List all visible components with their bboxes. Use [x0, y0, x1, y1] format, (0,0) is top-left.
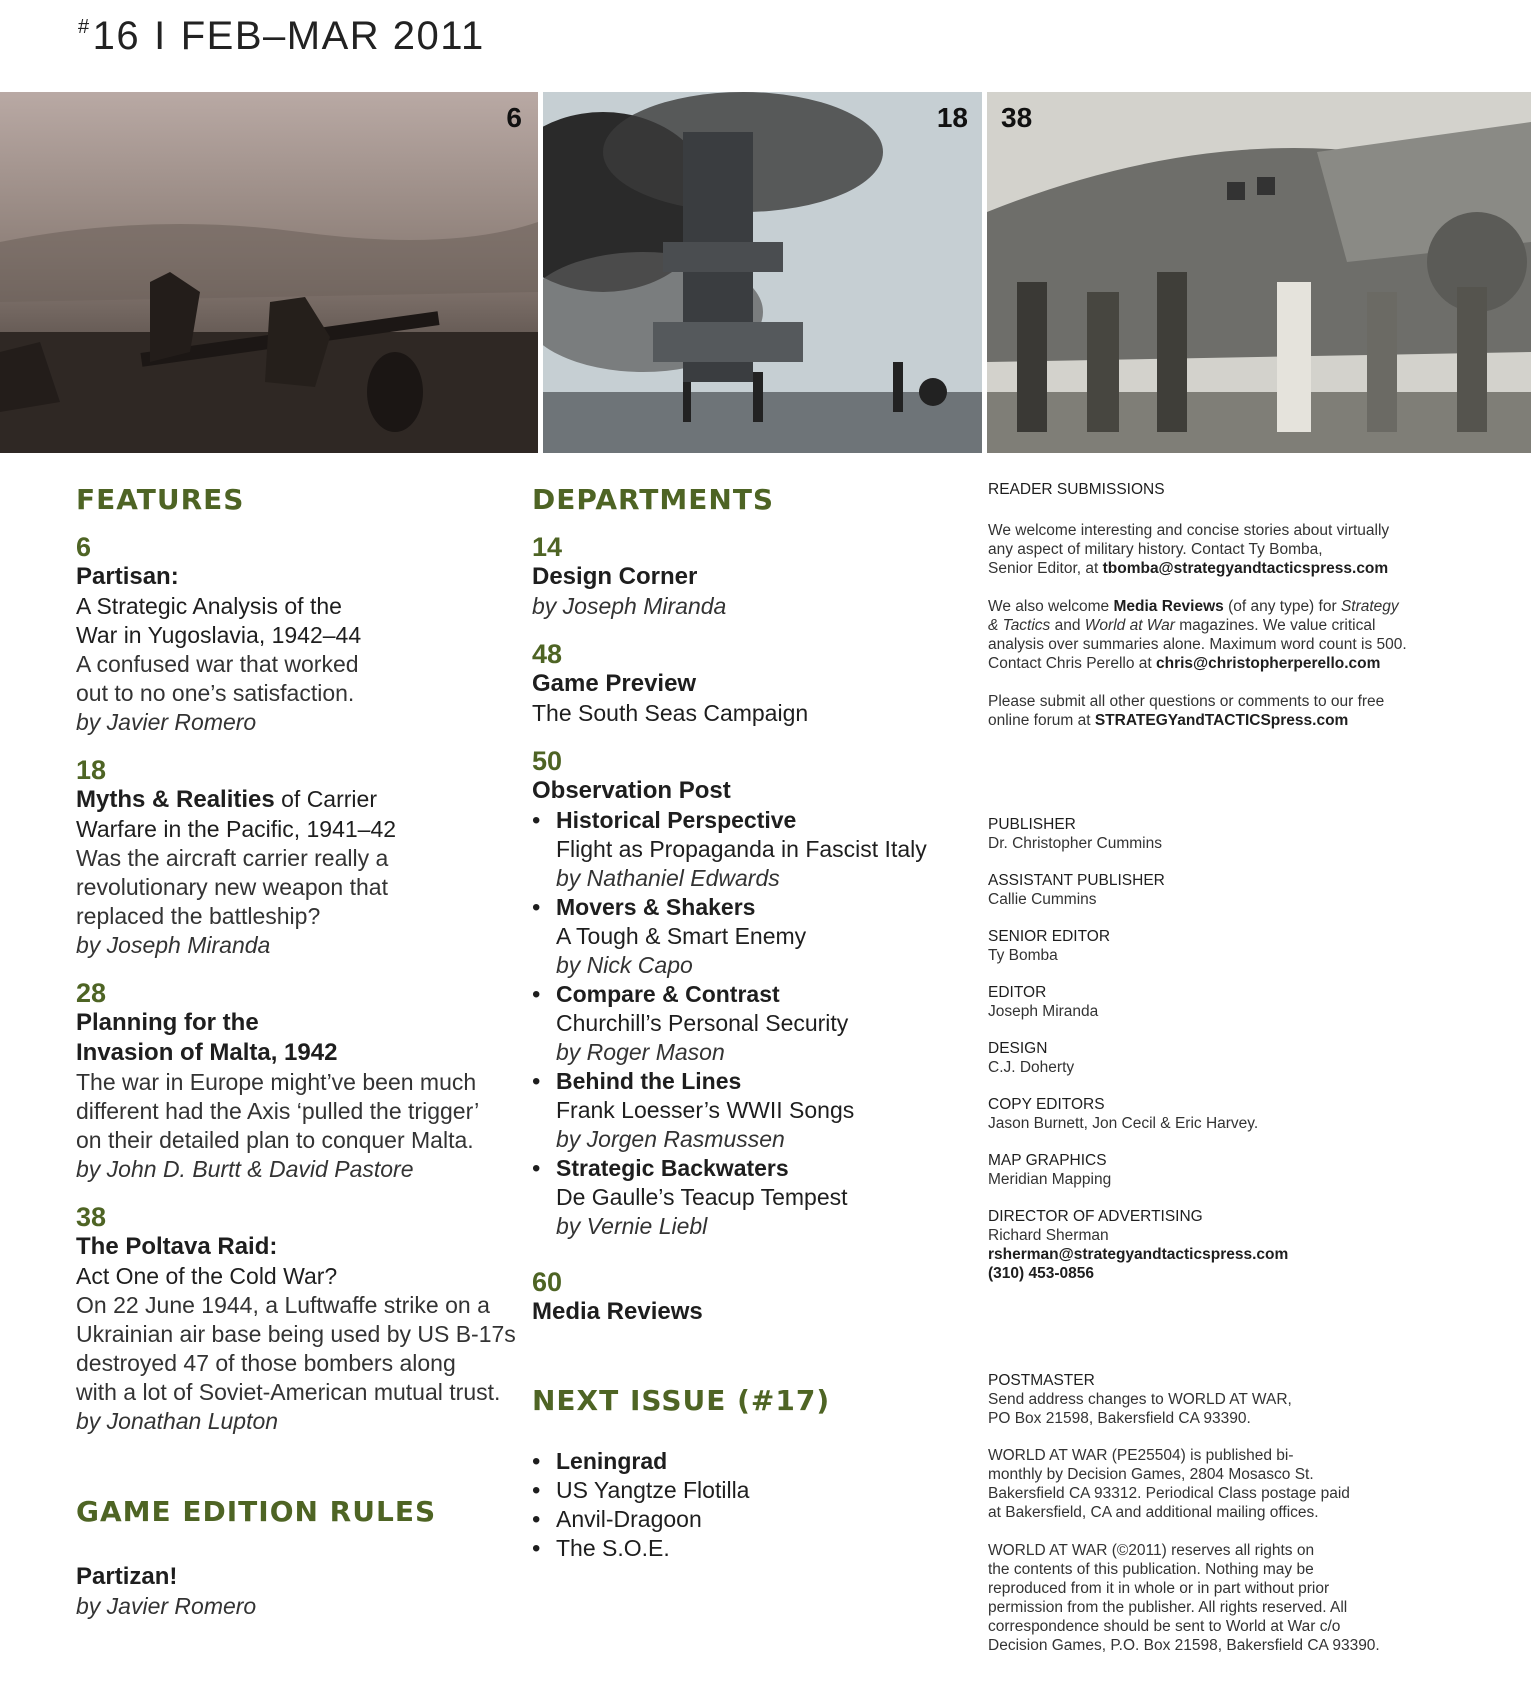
observation-post-list — [532, 806, 962, 1241]
paragraph-line: Senior Editor, at — [988, 560, 1103, 577]
paragraph-text: online forum at — [988, 712, 1095, 729]
department-title: Game Preview — [532, 670, 697, 697]
issue-header — [78, 14, 485, 59]
paragraph-line: reproduced from it in whole or in part without prior — [988, 1580, 1330, 1597]
list-item-title: • Compare & Contrast — [556, 981, 780, 1007]
feature-subtitle: Act One of the Cold War? — [76, 1263, 338, 1289]
next-issue-heading: NEXT ISSUE (#17) — [532, 1384, 831, 1417]
department-subtitle: The South Seas Campaign — [532, 700, 809, 726]
masthead-entry — [988, 1039, 1438, 1077]
feature-description: with a lot of Soviet-American mutual trust. — [76, 1379, 501, 1405]
bomber-image — [987, 92, 1531, 453]
masthead-name: Jason Burnett, Jon Cecil & Eric Harvey. — [988, 1115, 1259, 1132]
feature-title-rest: of Carrier — [274, 786, 377, 812]
feature-subtitle: Warfare in the Pacific, 1941–42 — [76, 816, 397, 842]
postmaster-line: Send address changes to WORLD AT WAR, — [988, 1391, 1292, 1408]
department-page: 60 — [532, 1267, 563, 1297]
department-title: Observation Post — [532, 777, 731, 804]
paragraph-text: analysis over summaries alone. Maximum word count is 500. — [988, 636, 1407, 653]
masthead-name: C.J. Doherty — [988, 1059, 1075, 1076]
list-item-subtitle: Flight as Propaganda in Fascist Italy — [556, 836, 927, 862]
carrier-image — [543, 92, 982, 453]
masthead-name: Joseph Miranda — [988, 1003, 1099, 1020]
list-item-byline: by Nathaniel Edwards — [556, 865, 780, 891]
paragraph-text: Contact Chris Perello at — [988, 655, 1156, 672]
feature-description: Ukrainian air base being used by US B-17s — [76, 1321, 516, 1347]
paragraph-line: any aspect of military history. Contact Ty Bomba, — [988, 541, 1323, 558]
issue-number: 16 — [92, 14, 141, 58]
department-entry[interactable] — [532, 532, 962, 621]
submissions-paragraph — [988, 521, 1438, 578]
list-item[interactable] — [532, 1476, 962, 1505]
department-page: 48 — [532, 639, 563, 669]
feature-description: On 22 June 1944, a Luftwaffe strike on a — [76, 1292, 490, 1318]
masthead-role: DESIGN — [988, 1040, 1048, 1057]
paragraph-line: Decision Games, P.O. Box 21598, Bakersfield CA 93390. — [988, 1637, 1380, 1654]
submissions-heading: READER SUBMISSIONS — [988, 481, 1165, 498]
field-gun-image — [0, 92, 538, 453]
feature-description: revolutionary new weapon that — [76, 874, 388, 900]
publication-info — [988, 1446, 1438, 1522]
forum-link[interactable]: STRATEGYandTACTICSpress.com — [1094, 712, 1349, 729]
editor-email-link[interactable]: tbomba@strategyandtacticspress.com — [1102, 560, 1389, 577]
list-item-label: Leningrad — [556, 1448, 668, 1474]
list-item[interactable] — [532, 1534, 962, 1563]
list-item-title: • Movers & Shakers — [556, 894, 756, 920]
masthead-entry — [988, 815, 1438, 853]
feature-title: Invasion of Malta, 1942 — [76, 1039, 338, 1066]
feature-title: Planning for the — [76, 1009, 259, 1036]
list-item[interactable] — [532, 980, 962, 1067]
list-item[interactable] — [532, 1505, 962, 1534]
masthead-role: SENIOR EDITOR — [988, 928, 1111, 945]
game-rules-byline: by Javier Romero — [76, 1593, 257, 1619]
masthead-role: POSTMASTER — [988, 1372, 1095, 1389]
paragraph-text: We also welcome — [988, 598, 1114, 615]
photo-page-number: 38 — [1001, 102, 1033, 133]
feature-byline: by John D. Burtt & David Pastore — [76, 1156, 414, 1182]
list-item-title: • Strategic Backwaters — [556, 1155, 789, 1181]
feature-page: 6 — [76, 532, 92, 562]
masthead-role: EDITOR — [988, 984, 1047, 1001]
feature-entry[interactable] — [76, 978, 516, 1184]
department-entry[interactable] — [532, 746, 962, 1241]
photo-carrier[interactable] — [543, 92, 982, 453]
issue-date: FEB–MAR 2011 — [180, 14, 485, 58]
postmaster-block — [988, 1371, 1438, 1428]
game-rules-title: Partizan! — [76, 1563, 178, 1590]
features-heading: FEATURES — [76, 483, 245, 516]
feature-byline: by Javier Romero — [76, 709, 257, 735]
paragraph-line: the contents of this publication. Nothing may be — [988, 1561, 1314, 1578]
feature-title: Partisan: — [76, 563, 179, 590]
department-title: Media Reviews — [532, 1298, 703, 1325]
media-reviews-paragraph — [988, 597, 1438, 673]
masthead-entry — [988, 983, 1438, 1021]
feature-entry[interactable] — [76, 1202, 516, 1436]
feature-subtitle: War in Yugoslavia, 1942–44 — [76, 622, 362, 648]
feature-description: Was the aircraft carrier really a — [76, 845, 389, 871]
paragraph-line: We welcome interesting and concise stories about virtually — [988, 522, 1390, 539]
info-sidebar — [988, 480, 1438, 1655]
departments-column — [532, 480, 962, 1563]
feature-description: A confused war that worked — [76, 651, 359, 677]
forum-paragraph — [988, 692, 1438, 730]
feature-title: Myths & Realities — [76, 786, 275, 813]
department-page: 50 — [532, 746, 563, 776]
masthead-entry — [988, 1095, 1438, 1133]
paragraph-text: Please submit all other questions or comments to our free — [988, 693, 1385, 710]
feature-entry[interactable] — [76, 532, 516, 737]
masthead-name: Callie Cummins — [988, 891, 1097, 908]
issue-hash: # — [78, 16, 91, 38]
feature-page: 28 — [76, 978, 107, 1008]
list-item-label: Anvil-Dragoon — [556, 1506, 702, 1532]
masthead-role: ASSISTANT PUBLISHER — [988, 872, 1165, 889]
list-item[interactable] — [532, 1154, 962, 1241]
masthead-name: Meridian Mapping — [988, 1171, 1112, 1188]
list-item-title: • Historical Perspective — [556, 807, 797, 833]
masthead-role: DIRECTOR OF ADVERTISING — [988, 1208, 1203, 1225]
feature-description: The war in Europe might’ve been much — [76, 1069, 477, 1095]
paragraph-line: WORLD AT WAR (PE25504) is published bi- — [988, 1447, 1294, 1464]
department-entry[interactable] — [532, 1267, 962, 1327]
feature-page: 38 — [76, 1202, 107, 1232]
feature-page: 18 — [76, 755, 107, 785]
magazine-title: Strategy — [1340, 598, 1399, 615]
feature-description: out to no one’s satisfaction. — [76, 680, 355, 706]
paragraph-line: at Bakersfield, CA and additional mailing offices. — [988, 1504, 1319, 1521]
feature-description: destroyed 47 of those bombers along — [76, 1350, 456, 1376]
photo-page-number: 18 — [936, 102, 968, 133]
masthead-role: MAP GRAPHICS — [988, 1152, 1107, 1169]
department-byline: by Joseph Miranda — [532, 593, 727, 619]
masthead-entry — [988, 871, 1438, 909]
departments-heading: DEPARTMENTS — [532, 483, 775, 516]
masthead-role: PUBLISHER — [988, 816, 1076, 833]
paragraph-text: and — [1050, 617, 1085, 634]
postmaster-line: PO Box 21598, Bakersfield CA 93390. — [988, 1410, 1251, 1427]
advertising-entry — [988, 1207, 1438, 1283]
magazine-title: & Tactics — [988, 617, 1051, 634]
list-item[interactable] — [532, 893, 962, 980]
list-item-subtitle: Frank Loesser’s WWII Songs — [556, 1097, 855, 1123]
list-item-subtitle: Churchill’s Personal Security — [556, 1010, 849, 1036]
list-item-subtitle: A Tough & Smart Enemy — [556, 923, 807, 949]
list-item-byline: by Jorgen Rasmussen — [556, 1126, 785, 1152]
game-rules-entry[interactable] — [76, 1562, 516, 1621]
paragraph-text: magazines. We value critical — [1174, 617, 1376, 634]
photo-page-number: 6 — [506, 102, 522, 133]
feature-description: different had the Axis ‘pulled the trigger’ — [76, 1098, 480, 1124]
department-title: Design Corner — [532, 563, 698, 590]
reviews-email-link[interactable]: chris@christopherperello.com — [1156, 655, 1381, 672]
paragraph-emphasis: Media Reviews — [1113, 598, 1224, 615]
masthead-role: COPY EDITORS — [988, 1096, 1105, 1113]
paragraph-line: monthly by Decision Games, 2804 Mosasco St. — [988, 1466, 1314, 1483]
list-item-title: • Behind the Lines — [556, 1068, 742, 1094]
list-item-byline: by Nick Capo — [556, 952, 693, 978]
masthead-name: Dr. Christopher Cummins — [988, 835, 1162, 852]
paragraph-line: permission from the publisher. All rights reserved. All — [988, 1599, 1348, 1616]
masthead-entry — [988, 927, 1438, 965]
feature-byline: by Joseph Miranda — [76, 932, 271, 958]
paragraph-text: (of any type) for — [1223, 598, 1341, 615]
feature-entry[interactable] — [76, 755, 516, 960]
features-column — [76, 480, 516, 1639]
issue-separator: I — [154, 14, 167, 58]
feature-description: replaced the battleship? — [76, 903, 321, 929]
photo-bomber[interactable] — [987, 92, 1531, 453]
list-item-subtitle: De Gaulle’s Teacup Tempest — [556, 1184, 848, 1210]
list-item[interactable] — [532, 806, 962, 893]
magazine-title: World at War — [1084, 617, 1175, 634]
photo-field-gun[interactable] — [0, 92, 538, 453]
list-item-byline: by Vernie Liebl — [556, 1213, 708, 1239]
department-page: 14 — [532, 532, 563, 562]
feature-byline: by Jonathan Lupton — [76, 1408, 279, 1434]
feature-title: The Poltava Raid: — [76, 1233, 278, 1260]
masthead-entry — [988, 1151, 1438, 1189]
list-item-byline: by Roger Mason — [556, 1039, 725, 1065]
feature-description: on their detailed plan to conquer Malta. — [76, 1127, 474, 1153]
paragraph-line: correspondence should be sent to World at War c/o — [988, 1618, 1341, 1635]
game-rules-heading: GAME EDITION RULES — [76, 1495, 437, 1528]
paragraph-line: Bakersfield CA 93312. Periodical Class postage paid — [988, 1485, 1350, 1502]
list-item-label: The S.O.E. — [556, 1535, 670, 1561]
department-entry[interactable] — [532, 639, 962, 728]
advertising-phone: (310) 453-0856 — [988, 1265, 1094, 1282]
paragraph-line: WORLD AT WAR (©2011) reserves all rights on — [988, 1542, 1315, 1559]
list-item-label: US Yangtze Flotilla — [556, 1477, 750, 1503]
masthead-name: Ty Bomba — [988, 947, 1058, 964]
next-issue-list — [532, 1447, 962, 1563]
masthead-name: Richard Sherman — [988, 1227, 1109, 1244]
list-item[interactable] — [532, 1067, 962, 1154]
list-item[interactable] — [532, 1447, 962, 1476]
feature-subtitle: A Strategic Analysis of the — [76, 593, 342, 619]
rights-notice — [988, 1541, 1438, 1655]
advertising-email-link[interactable]: rsherman@strategyandtacticspress.com — [988, 1246, 1289, 1263]
